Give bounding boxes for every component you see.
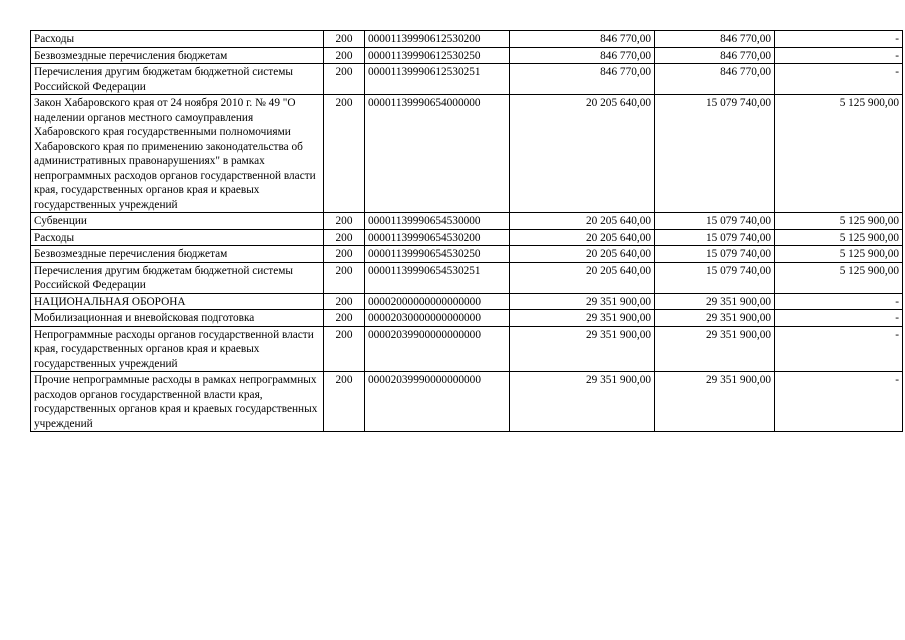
executed-amount-cell: 846 770,00 — [655, 64, 775, 95]
budget-classification-code-cell: 00001139990654530000 — [365, 213, 510, 230]
approved-amount-cell: 20 205 640,00 — [510, 246, 655, 263]
line-code-cell: 200 — [324, 310, 365, 327]
executed-amount-cell: 29 351 900,00 — [655, 293, 775, 310]
executed-amount-cell: 846 770,00 — [655, 31, 775, 48]
executed-amount-cell: 15 079 740,00 — [655, 95, 775, 213]
table-body — [31, 31, 903, 432]
approved-amount-cell: 29 351 900,00 — [510, 310, 655, 327]
table-row — [31, 229, 903, 246]
line-code-cell: 200 — [324, 326, 365, 372]
table-row — [31, 326, 903, 372]
unexecuted-amount-cell: - — [775, 372, 903, 432]
budget-classification-code-cell: 00001139990654530251 — [365, 262, 510, 293]
approved-amount-cell: 846 770,00 — [510, 64, 655, 95]
unexecuted-amount-cell: 5 125 900,00 — [775, 246, 903, 263]
indicator-name-cell: Расходы — [31, 31, 324, 48]
line-code-cell: 200 — [324, 372, 365, 432]
line-code-cell: 200 — [324, 262, 365, 293]
line-code-cell: 200 — [324, 64, 365, 95]
approved-amount-cell: 29 351 900,00 — [510, 372, 655, 432]
budget-classification-code-cell: 00002039990000000000 — [365, 372, 510, 432]
indicator-name-cell: Субвенции — [31, 213, 324, 230]
line-code-cell: 200 — [324, 95, 365, 213]
executed-amount-cell: 29 351 900,00 — [655, 326, 775, 372]
budget-classification-code-cell: 00001139990612530250 — [365, 47, 510, 64]
budget-classification-code-cell: 00001139990654530250 — [365, 246, 510, 263]
indicator-name-cell: Перечисления другим бюджетам бюджетной системы Российской Федерации — [31, 64, 324, 95]
table-row — [31, 372, 903, 432]
budget-classification-code-cell: 00001139990612530200 — [365, 31, 510, 48]
budget-classification-code-cell: 00002030000000000000 — [365, 310, 510, 327]
executed-amount-cell: 29 351 900,00 — [655, 372, 775, 432]
budget-execution-table — [30, 30, 903, 432]
table-row — [31, 31, 903, 48]
unexecuted-amount-cell: - — [775, 31, 903, 48]
budget-classification-code-cell: 00002039900000000000 — [365, 326, 510, 372]
approved-amount-cell: 20 205 640,00 — [510, 95, 655, 213]
table-row — [31, 293, 903, 310]
approved-amount-cell: 20 205 640,00 — [510, 262, 655, 293]
unexecuted-amount-cell: 5 125 900,00 — [775, 229, 903, 246]
executed-amount-cell: 15 079 740,00 — [655, 246, 775, 263]
line-code-cell: 200 — [324, 31, 365, 48]
approved-amount-cell: 846 770,00 — [510, 31, 655, 48]
unexecuted-amount-cell: 5 125 900,00 — [775, 262, 903, 293]
budget-classification-code-cell: 00001139990654530200 — [365, 229, 510, 246]
table-row — [31, 246, 903, 263]
line-code-cell: 200 — [324, 229, 365, 246]
indicator-name-cell: НАЦИОНАЛЬНАЯ ОБОРОНА — [31, 293, 324, 310]
line-code-cell: 200 — [324, 213, 365, 230]
indicator-name-cell: Закон Хабаровского края от 24 ноября 2010 г. № 49 "О наделении органов местного самоуправления Хабаровского края государственными полномочиями Хабаровского края по применению законодательства об административных правонарушениях" в рамках непрограммных расходов органов государственной власти края, государственных органов края и краевых государственных учреждений — [31, 95, 324, 213]
indicator-name-cell: Безвозмездные перечисления бюджетам — [31, 47, 324, 64]
approved-amount-cell: 29 351 900,00 — [510, 326, 655, 372]
executed-amount-cell: 15 079 740,00 — [655, 262, 775, 293]
indicator-name-cell: Непрограммные расходы органов государственной власти края, государственных органов края и краевых государственных учреждений — [31, 326, 324, 372]
executed-amount-cell: 15 079 740,00 — [655, 213, 775, 230]
line-code-cell: 200 — [324, 47, 365, 64]
budget-classification-code-cell: 00001139990612530251 — [365, 64, 510, 95]
approved-amount-cell: 29 351 900,00 — [510, 293, 655, 310]
approved-amount-cell: 20 205 640,00 — [510, 229, 655, 246]
indicator-name-cell: Перечисления другим бюджетам бюджетной системы Российской Федерации — [31, 262, 324, 293]
table-row — [31, 213, 903, 230]
unexecuted-amount-cell: - — [775, 293, 903, 310]
indicator-name-cell: Прочие непрограммные расходы в рамках непрограммных расходов органов государственной власти края, государственных органов края и краевых государственных учреждений — [31, 372, 324, 432]
table-row — [31, 47, 903, 64]
indicator-name-cell: Безвозмездные перечисления бюджетам — [31, 246, 324, 263]
unexecuted-amount-cell: - — [775, 64, 903, 95]
unexecuted-amount-cell: - — [775, 310, 903, 327]
table-row — [31, 262, 903, 293]
unexecuted-amount-cell: - — [775, 326, 903, 372]
executed-amount-cell: 846 770,00 — [655, 47, 775, 64]
indicator-name-cell: Расходы — [31, 229, 324, 246]
budget-classification-code-cell: 00001139990654000000 — [365, 95, 510, 213]
executed-amount-cell: 29 351 900,00 — [655, 310, 775, 327]
line-code-cell: 200 — [324, 246, 365, 263]
table-row — [31, 64, 903, 95]
budget-classification-code-cell: 00002000000000000000 — [365, 293, 510, 310]
approved-amount-cell: 846 770,00 — [510, 47, 655, 64]
unexecuted-amount-cell: - — [775, 47, 903, 64]
approved-amount-cell: 20 205 640,00 — [510, 213, 655, 230]
table-row — [31, 310, 903, 327]
indicator-name-cell: Мобилизационная и вневойсковая подготовка — [31, 310, 324, 327]
unexecuted-amount-cell: 5 125 900,00 — [775, 95, 903, 213]
executed-amount-cell: 15 079 740,00 — [655, 229, 775, 246]
table-row — [31, 95, 903, 213]
line-code-cell: 200 — [324, 293, 365, 310]
unexecuted-amount-cell: 5 125 900,00 — [775, 213, 903, 230]
